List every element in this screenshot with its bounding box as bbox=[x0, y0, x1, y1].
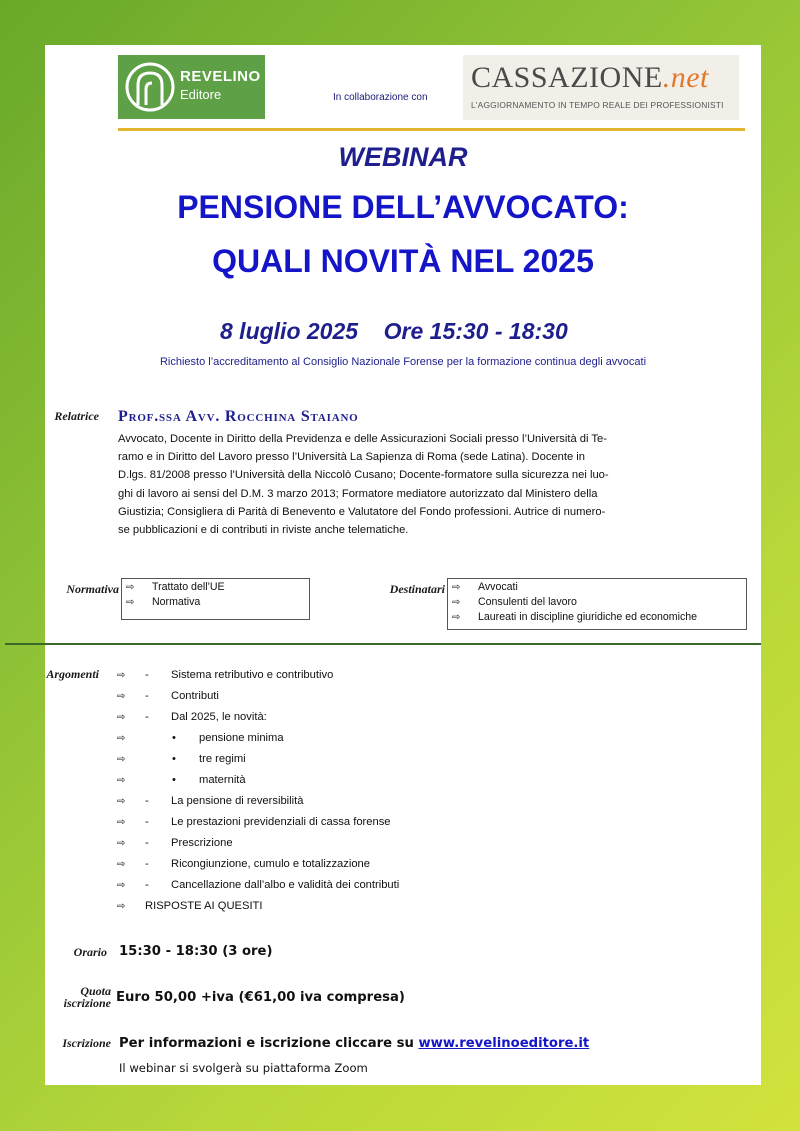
quota-label-line2: iscrizione bbox=[63, 996, 111, 1010]
event-title-line2: QUALI NOVITÀ NEL 2025 bbox=[212, 243, 594, 279]
orario-label: Orario bbox=[73, 945, 107, 959]
arrow-right-icon: ⇨ bbox=[117, 775, 126, 786]
website-link[interactable]: www.revelinoeditore.it bbox=[418, 1036, 590, 1051]
destinatari-label: Destinatari bbox=[389, 582, 445, 596]
cassazione-extension: .net bbox=[662, 61, 709, 94]
arrow-right-icon: ⇨ bbox=[117, 754, 126, 765]
event-date-time bbox=[220, 318, 568, 345]
header-divider bbox=[118, 128, 745, 131]
dash-marker: - bbox=[145, 711, 149, 723]
arrow-right-icon: ⇨ bbox=[117, 859, 126, 870]
bio-line: Avvocato, Docente in Diritto della Previdenza e delle Assicurazioni Sociali presso l’Università di Te- bbox=[118, 433, 607, 445]
arrow-right-icon: ⇨ bbox=[126, 582, 135, 593]
normativa-label: Normativa bbox=[66, 582, 119, 596]
list-item bbox=[452, 580, 742, 595]
bio-line: ghi di lavoro ai sensi del D.M. 3 marzo 2013; Formatore mediatore autorizzato dal Ministero della bbox=[118, 487, 598, 500]
revelino-logo bbox=[118, 55, 265, 119]
argomento-text: Contributi bbox=[171, 690, 219, 702]
arrow-right-icon: ⇨ bbox=[126, 597, 135, 608]
revelino-mark-icon bbox=[124, 61, 176, 113]
iscrizione-label: Iscrizione bbox=[62, 1036, 111, 1050]
dash-marker: - bbox=[145, 879, 149, 891]
destinatari-item: Avvocati bbox=[478, 581, 518, 593]
bio-line: Giustizia; Consigliera di Parità di Benevento e Valutatore del Fondo professioni. Autrice di numero- bbox=[118, 505, 606, 518]
bio-line: ramo e in Diritto del Lavoro presso l’Università La Sapienza di Roma (sede Latina). Docente in bbox=[118, 451, 586, 464]
arrow-right-icon: ⇨ bbox=[117, 670, 126, 681]
section-divider bbox=[5, 643, 761, 645]
quota-label-line1: Quota bbox=[80, 984, 111, 998]
orario-value: 15:30 - 18:30 (3 ore) bbox=[119, 944, 273, 959]
argomento-text: Dal 2025, le novità: bbox=[171, 711, 267, 723]
dash-marker: - bbox=[145, 690, 149, 702]
iscrizione-prompt: Per informazioni e iscrizione cliccare su bbox=[119, 1036, 419, 1051]
argomento-text: Ricongiunzione, cumulo e totalizzazione bbox=[171, 858, 371, 870]
arrow-right-icon: ⇨ bbox=[452, 582, 461, 593]
argomento-text: Cancellazione dall’albo e validità dei contributi bbox=[171, 879, 400, 891]
arrow-right-icon: ⇨ bbox=[452, 597, 461, 608]
normativa-item: Normativa bbox=[152, 596, 201, 608]
list-item bbox=[452, 595, 742, 610]
argomento-text: Sistema retributivo e contributivo bbox=[171, 669, 334, 681]
cassazione-logo bbox=[463, 55, 739, 120]
accreditation-note: Richiesto l’accreditamento al Consiglio Nazionale Forense per la formazione continua degli avvocati bbox=[159, 356, 647, 368]
list-item bbox=[126, 580, 305, 595]
argomento-text: maternità bbox=[199, 774, 246, 786]
normativa-box bbox=[121, 578, 310, 620]
bullet-marker: • bbox=[172, 753, 176, 765]
bullet-marker: • bbox=[172, 732, 176, 744]
flyer-page bbox=[45, 45, 761, 1085]
revelino-name: REVELINO bbox=[180, 68, 261, 85]
arrow-right-icon: ⇨ bbox=[117, 838, 126, 849]
normativa-item: Trattato dell’UE bbox=[152, 581, 225, 593]
destinatari-box bbox=[447, 578, 747, 630]
revelino-subtitle: Editore bbox=[180, 87, 222, 102]
platform-note: Il webinar si svolgerà su piattaforma Zoom bbox=[119, 1061, 368, 1075]
arrow-right-icon: ⇨ bbox=[117, 880, 126, 891]
argomento-text: tre regimi bbox=[199, 753, 246, 765]
collaboration-text: In collaborazione con bbox=[333, 92, 428, 103]
dash-marker: - bbox=[145, 795, 149, 807]
bio-line: se pubblicazioni e di contributi in riviste anche telematiche. bbox=[118, 524, 409, 537]
cassazione-wordmark: CASSAZIONE bbox=[471, 61, 663, 94]
bullet-marker: • bbox=[172, 774, 176, 786]
argomento-text: RISPOSTE AI QUESITI bbox=[145, 900, 263, 912]
destinatari-item: Consulenti del lavoro bbox=[478, 596, 577, 608]
destinatari-item: Laureati in discipline giuridiche ed economiche bbox=[478, 611, 698, 623]
dash-marker: - bbox=[145, 816, 149, 828]
speaker-name: Prof.ssa Avv. Rocchina Staiano bbox=[118, 408, 359, 425]
arrow-right-icon: ⇨ bbox=[117, 733, 126, 744]
event-time: Ore 15:30 - 18:30 bbox=[383, 318, 568, 344]
argomento-text: Prescrizione bbox=[171, 837, 233, 849]
list-item bbox=[452, 610, 742, 625]
arrow-right-icon: ⇨ bbox=[117, 817, 126, 828]
event-title-line1: PENSIONE DELL’AVVOCATO: bbox=[177, 189, 629, 225]
event-date: 8 luglio 2025 bbox=[220, 318, 359, 344]
argomenti-label: Argomenti bbox=[46, 667, 99, 681]
arrow-right-icon: ⇨ bbox=[117, 712, 126, 723]
argomento-text: pensione minima bbox=[199, 732, 284, 744]
argomento-text: Le prestazioni previdenziali di cassa forense bbox=[171, 816, 391, 828]
event-kind: WEBINAR bbox=[338, 142, 468, 172]
speaker-bio bbox=[118, 430, 690, 539]
iscrizione-text bbox=[119, 1036, 589, 1051]
arrow-right-icon: ⇨ bbox=[117, 901, 126, 912]
quota-value: Euro 50,00 +iva (€61,00 iva compresa) bbox=[116, 990, 405, 1005]
argomento-text: La pensione di reversibilità bbox=[171, 795, 304, 807]
speaker-label: Relatrice bbox=[54, 409, 99, 423]
arrow-right-icon: ⇨ bbox=[117, 691, 126, 702]
quota-label bbox=[45, 985, 111, 1009]
arrow-right-icon: ⇨ bbox=[117, 796, 126, 807]
cassazione-name bbox=[471, 61, 709, 95]
bio-line: D.lgs. 81/2008 presso l’Università della Niccolò Cusano; Docente-formatore sulla sicurezza nei luo- bbox=[118, 469, 609, 482]
dash-marker: - bbox=[145, 669, 149, 681]
dash-marker: - bbox=[145, 858, 149, 870]
arrow-right-icon: ⇨ bbox=[452, 612, 461, 623]
cassazione-tagline: L'AGGIORNAMENTO IN TEMPO REALE DEI PROFESSIONISTI bbox=[471, 100, 724, 110]
dash-marker: - bbox=[145, 837, 149, 849]
list-item bbox=[126, 595, 305, 610]
